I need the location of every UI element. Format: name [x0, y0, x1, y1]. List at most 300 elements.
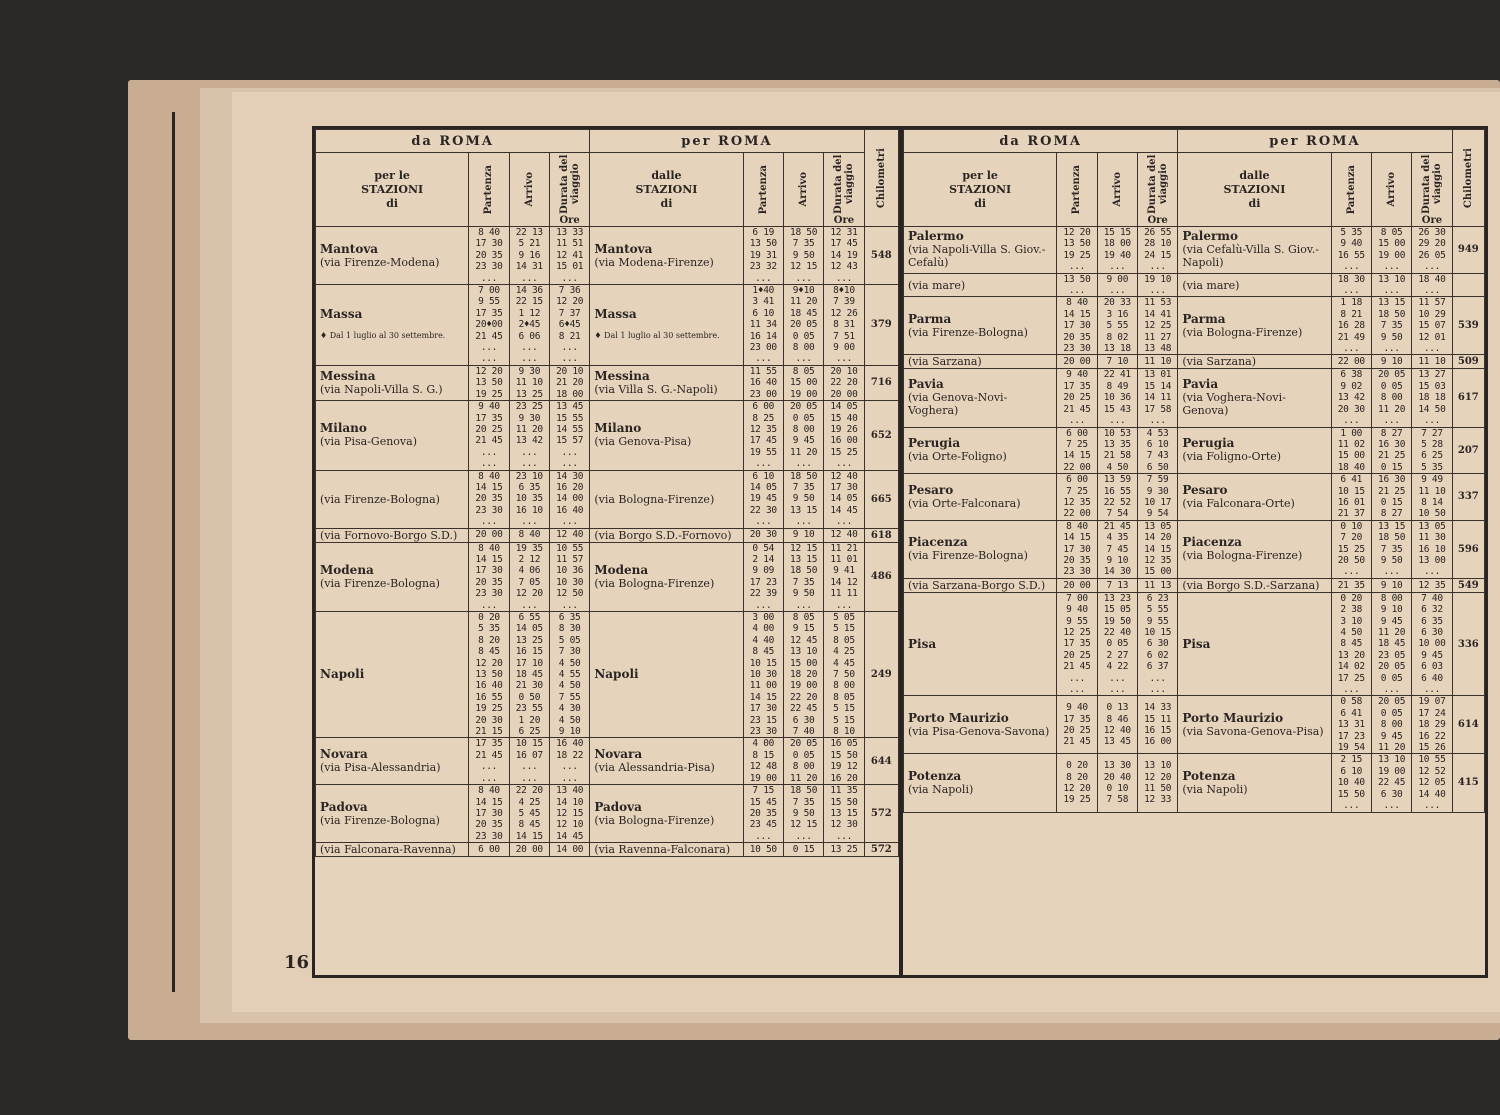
distance-km: 337 — [1452, 474, 1484, 521]
departure-times: 21 35 — [1331, 578, 1371, 592]
station-name: Messina — [320, 368, 376, 383]
station-name: Massa — [320, 306, 363, 321]
departure-times: 9 40 17 35 20 25 21 45 ... — [1057, 369, 1097, 427]
departure-header: Partenza — [1331, 153, 1371, 227]
destination-station — [316, 470, 469, 528]
departure-times: 7 00 9 55 17 35 20♦00 21 45 ... ... — [469, 285, 509, 366]
destination-station — [316, 528, 469, 542]
departure-times: 9 40 17 35 20 25 21 45 ... ... — [469, 401, 509, 470]
station-name: Modena — [320, 562, 374, 577]
timetable-row — [316, 401, 899, 470]
origin-station — [590, 470, 743, 528]
arrival-times: 13 10 19 00 22 45 6 30 ... — [1371, 754, 1411, 812]
route-via: (via Bologna-Firenze) — [1182, 325, 1303, 339]
departure-times: 13 50 ... — [1057, 273, 1097, 297]
destination-station — [904, 754, 1057, 812]
departure-times: 6 38 9 02 13 42 20 30 ... — [1331, 369, 1371, 427]
arrival-times: 8 05 15 00 19 00 — [783, 365, 823, 400]
duration-times: 6 35 8 30 5 05 7 30 4 50 4 55 4 50 7 55 4 30 4 50 9 10 — [549, 612, 589, 738]
station-name: Napoli — [320, 667, 365, 682]
origin-station — [590, 285, 743, 366]
duration-times: 19 07 17 24 18 29 16 22 15 26 — [1412, 696, 1452, 754]
route-via: (via Villa S. G.-Napoli) — [594, 382, 718, 396]
stations-from-header: dalle STAZIONI di — [1178, 153, 1331, 227]
route-via: (via Alessandria-Pisa) — [594, 761, 715, 775]
arrival-times: 18 50 7 35 9 50 13 15 ... — [783, 470, 823, 528]
route-via: (via Pisa-Genova-Savona) — [908, 724, 1050, 738]
route-via: (via Falconara-Ravenna) — [320, 843, 456, 857]
stations-from-header: dalle STAZIONI di — [590, 153, 743, 227]
route-via: (via Pisa-Alessandria) — [320, 761, 441, 775]
distance-km: 665 — [864, 470, 898, 528]
duration-times: 26 55 28 10 24 15 ... — [1137, 227, 1177, 274]
route-via: (via Napoli-Villa S. G.) — [320, 382, 443, 396]
duration-times: 13 33 11 51 12 41 15 01 ... — [549, 227, 589, 285]
arrival-times: 13 59 16 55 22 52 7 54 — [1097, 474, 1137, 521]
arrival-times: 13 10 ... — [1371, 273, 1411, 297]
destination-station — [904, 520, 1057, 578]
arrival-times: 18 50 7 35 9 50 12 15 ... — [783, 227, 823, 285]
page-number: 16 — [284, 952, 310, 973]
departure-times: 8 40 14 15 17 30 20 35 23 30 ... — [469, 542, 509, 611]
duration-times: 11 53 14 41 12 25 11 27 13 48 — [1137, 297, 1177, 355]
departure-times: 6 19 13 50 19 31 23 32 ... — [743, 227, 783, 285]
station-name: Padova — [594, 799, 642, 814]
arrival-header: Arrivo — [1371, 153, 1411, 227]
departure-header: Partenza — [1057, 153, 1097, 227]
duration-header: Durata del viaggio Ore — [549, 153, 589, 227]
distance-km: 207 — [1452, 427, 1484, 474]
route-via: (via Sarzana-Borgo S.D.) — [908, 578, 1046, 592]
duration-header: Durata del viaggio Ore — [824, 153, 864, 227]
station-name: Pavia — [908, 377, 944, 392]
departure-times: 0 10 7 20 15 25 20 50 ... — [1331, 520, 1371, 578]
origin-station — [1178, 355, 1331, 369]
origin-station — [1178, 297, 1331, 355]
arrival-times: 13 15 18 50 7 35 9 50 ... — [1371, 297, 1411, 355]
origin-station — [590, 365, 743, 400]
duration-times: 14 33 15 11 16 15 16 00 — [1137, 696, 1177, 754]
departure-times: 17 35 21 45 ... ... — [469, 738, 509, 785]
duration-times: 20 10 21 20 18 00 — [549, 365, 589, 400]
station-name: Palermo — [908, 229, 964, 244]
station-name: Porto Maurizio — [1182, 710, 1284, 725]
timetable-row — [316, 470, 899, 528]
route-via: (via Falconara-Orte) — [1182, 496, 1295, 510]
station-name: Perugia — [908, 436, 961, 451]
timetable-row — [904, 520, 1485, 578]
duration-times: 10 55 11 57 10 36 10 30 12 50 ... — [549, 542, 589, 611]
duration-times: 11 10 — [1137, 355, 1177, 369]
arrival-times: 21 45 4 35 7 45 9 10 14 30 — [1097, 520, 1137, 578]
route-via: (via Firenze-Modena) — [320, 255, 440, 269]
destination-station — [316, 227, 469, 285]
arrival-times: 15 15 18 00 19 40 ... — [1097, 227, 1137, 274]
previous-page-strip — [172, 112, 205, 992]
arrival-times: 8 27 16 30 21 25 0 15 — [1371, 427, 1411, 474]
departure-times: 8 40 17 30 20 35 23 30 ... — [469, 227, 509, 285]
route-via: (via Bologna-Firenze) — [594, 492, 715, 506]
route-via: (via Bologna-Firenze) — [1182, 549, 1303, 563]
duration-times: 5 05 5 15 8 05 4 25 4 45 7 50 8 00 8 05 5 15 5 15 8 10 — [824, 612, 864, 738]
departure-times: 6 00 7 25 14 15 22 00 — [1057, 427, 1097, 474]
departure-times: 12 20 13 50 19 25 ... — [1057, 227, 1097, 274]
destination-station — [316, 401, 469, 470]
timetable-row — [904, 427, 1485, 474]
route-via: (via Borgo S.D.-Fornovo) — [594, 528, 732, 542]
destination-station — [316, 785, 469, 843]
origin-station — [590, 401, 743, 470]
timetable-row — [316, 738, 899, 785]
origin-station — [1178, 592, 1331, 696]
distance-km: 652 — [864, 401, 898, 470]
route-via: (via Firenze-Bologna) — [320, 576, 440, 590]
origin-station — [590, 738, 743, 785]
departure-times: 20 00 — [469, 528, 509, 542]
route-via: (via Genova-Novi-Voghera) — [908, 391, 1008, 418]
timetable-row — [904, 369, 1485, 427]
arrival-times: 0 15 — [783, 843, 823, 857]
arrival-times: 9 00 ... — [1097, 273, 1137, 297]
station-name: Piacenza — [1182, 535, 1242, 550]
station-name: Parma — [1182, 311, 1226, 326]
destination-station — [904, 427, 1057, 474]
arrival-times: 16 30 21 25 0 15 8 27 — [1371, 474, 1411, 521]
duration-times: 10 55 12 52 12 05 14 40 ... — [1412, 754, 1452, 812]
origin-station — [1178, 754, 1331, 812]
arrival-times: 23 10 6 35 10 35 16 10 ... — [509, 470, 549, 528]
station-name: Padova — [320, 799, 368, 814]
timetable-row — [904, 474, 1485, 521]
destination-station — [316, 612, 469, 738]
duration-times: 14 00 — [549, 843, 589, 857]
station-name: Mantova — [594, 241, 653, 256]
arrival-times: 7 13 — [1097, 578, 1137, 592]
arrival-times: 18 50 7 35 9 50 12 15 ... — [783, 785, 823, 843]
station-name: Mantova — [320, 241, 379, 256]
duration-times: 19 10 ... — [1137, 273, 1177, 297]
departure-times: 1♦40 3 41 6 10 11 34 16 14 23 00 ... — [743, 285, 783, 366]
route-via: (via Orte-Falconara) — [908, 496, 1021, 510]
destination-station — [904, 578, 1057, 592]
duration-times: 13 10 12 20 11 50 12 33 — [1137, 754, 1177, 812]
arrival-times: 9 30 11 10 13 25 — [509, 365, 549, 400]
arrival-times: 20 05 0 05 8 00 11 20 ... — [1371, 369, 1411, 427]
timetable-left — [312, 126, 902, 978]
destination-station — [904, 592, 1057, 696]
origin-station — [590, 528, 743, 542]
timetable-row — [904, 273, 1485, 297]
route-via: (via Napoli-Villa S. Giov.-Cefalù) — [908, 243, 1046, 270]
duration-times: 13 25 — [824, 843, 864, 857]
departure-times: 20 00 — [1057, 578, 1097, 592]
station-name: Massa — [594, 306, 637, 321]
station-name: Porto Maurizio — [908, 710, 1009, 725]
route-via: (via Firenze-Bologna) — [320, 492, 440, 506]
duration-times: 11 13 — [1137, 578, 1177, 592]
route-via: (via Fornovo-Borgo S.D.) — [320, 528, 458, 542]
distance-km: 614 — [1452, 696, 1484, 754]
distance-km: 486 — [864, 542, 898, 611]
route-via: (via Borgo S.D.-Sarzana) — [1182, 578, 1320, 592]
route-via: (via Savona-Genova-Pisa) — [1182, 724, 1324, 738]
arrival-times: 20 05 0 05 8 00 11 20 — [783, 738, 823, 785]
destination-station — [904, 227, 1057, 274]
route-via: (via Firenze-Bologna) — [908, 325, 1028, 339]
arrival-times: 0 13 8 46 12 40 13 45 — [1097, 696, 1137, 754]
distance-km: 509 — [1452, 355, 1484, 369]
section-to-rome: per ROMA — [1178, 130, 1452, 153]
departure-times: 8 40 14 15 17 30 20 35 23 30 — [1057, 520, 1097, 578]
departure-times: 3 00 4 00 4 40 8 45 10 15 10 30 11 00 14 15 17 30 23 15 23 30 — [743, 612, 783, 738]
destination-station — [904, 474, 1057, 521]
station-name: Pesaro — [908, 482, 954, 497]
section-to-rome: per ROMA — [590, 130, 864, 153]
duration-times: 11 21 11 01 9 41 14 12 11 11 ... — [824, 542, 864, 611]
station-name: Messina — [594, 368, 650, 383]
duration-times: 7 27 5 28 6 25 5 35 — [1412, 427, 1452, 474]
section-from-rome: da ROMA — [316, 130, 590, 153]
duration-times: 12 31 17 45 14 19 12 43 ... — [824, 227, 864, 285]
route-via: (via Cefalù-Villa S. Giov.-Napoli) — [1182, 243, 1320, 270]
station-name: Novara — [320, 747, 368, 762]
duration-times: 13 01 15 14 14 11 17 58 ... — [1137, 369, 1177, 427]
stations-to-header: per le STAZIONI di — [904, 153, 1057, 227]
timetable-row — [904, 355, 1485, 369]
timetable-row — [316, 843, 899, 857]
departure-times: 6 00 7 25 12 35 22 00 — [1057, 474, 1097, 521]
distance-km: 617 — [1452, 369, 1484, 427]
departure-times: 6 10 14 05 19 45 22 30 ... — [743, 470, 783, 528]
departure-times: 20 30 — [743, 528, 783, 542]
duration-times: 12 40 17 30 14 05 14 45 ... — [824, 470, 864, 528]
destination-station — [904, 273, 1057, 297]
arrival-times: 13 23 15 05 19 50 22 40 0 05 2 27 4 22 ... ... — [1097, 592, 1137, 696]
origin-station — [590, 542, 743, 611]
departure-times: 8 40 14 15 20 35 23 30 ... — [469, 470, 509, 528]
station-name: Pisa — [1182, 636, 1211, 651]
station-name: Potenza — [1182, 768, 1236, 783]
duration-times: 12 40 — [824, 528, 864, 542]
departure-times: 22 00 — [1331, 355, 1371, 369]
timetable-row — [316, 542, 899, 611]
timetable-row — [904, 578, 1485, 592]
distance-km: 549 — [1452, 578, 1484, 592]
footnote: ♦ Dal 1 luglio al 30 settembre. — [320, 330, 446, 340]
arrival-times: 22 13 5 21 9 16 14 31 ... — [509, 227, 549, 285]
departure-times: 0 20 2 38 3 10 4 50 8 45 13 20 14 02 17 25 ... — [1331, 592, 1371, 696]
departure-times: 1 00 11 02 15 00 18 40 — [1331, 427, 1371, 474]
arrival-times: 20 05 0 05 8 00 9 45 11 20 ... — [783, 401, 823, 470]
origin-station — [1178, 227, 1331, 274]
departure-times: 10 50 — [743, 843, 783, 857]
duration-times: 11 35 15 50 13 15 12 30 ... — [824, 785, 864, 843]
departure-times: 12 20 13 50 19 25 — [469, 365, 509, 400]
departure-times: 18 30 ... — [1331, 273, 1371, 297]
route-via: (via Firenze-Bologna) — [908, 549, 1028, 563]
duration-times: 14 05 15 40 19 26 16 00 15 25 ... — [824, 401, 864, 470]
timetable-row — [904, 696, 1485, 754]
origin-station — [1178, 520, 1331, 578]
distance-km: 572 — [864, 843, 898, 857]
duration-times: 7 59 9 30 10 17 9 54 — [1137, 474, 1177, 521]
route-via: (via Orte-Foligno) — [908, 450, 1007, 464]
departure-times: 0 54 2 14 9 09 17 23 22 39 ... — [743, 542, 783, 611]
destination-station — [316, 542, 469, 611]
station-name: Modena — [594, 562, 649, 577]
duration-times: 12 40 — [549, 528, 589, 542]
station-name: Napoli — [594, 667, 639, 682]
route-via: (via Napoli) — [1182, 782, 1248, 796]
station-name: Pavia — [1182, 377, 1219, 392]
station-name: Pesaro — [1182, 482, 1228, 497]
route-via: (via Ravenna-Falconara) — [594, 843, 731, 857]
route-via: (via Pisa-Genova) — [320, 435, 417, 449]
arrival-times: 6 55 14 05 13 25 16 15 17 10 18 45 21 30 0 50 23 55 1 20 6 25 — [509, 612, 549, 738]
station-name: Parma — [908, 311, 952, 326]
duration-times: 26 30 29 20 26 05 ... — [1412, 227, 1452, 274]
distance-km: 249 — [864, 612, 898, 738]
destination-station — [904, 696, 1057, 754]
arrival-times: 8 40 — [509, 528, 549, 542]
departure-times: 4 00 8 15 12 48 19 00 — [743, 738, 783, 785]
duration-times: 13 05 11 30 16 10 13 00 ... — [1412, 520, 1452, 578]
duration-times: 16 40 18 22 ... ... — [549, 738, 589, 785]
arrival-times: 20 00 — [509, 843, 549, 857]
route-via: (via Bologna-Firenze) — [594, 813, 715, 827]
arrival-times: 9 10 — [783, 528, 823, 542]
destination-station — [904, 369, 1057, 427]
route-via: (via Foligno-Orte) — [1182, 450, 1282, 464]
timetable-row — [316, 785, 899, 843]
timetable-right-table — [903, 129, 1485, 813]
arrival-times: 12 15 13 15 18 50 7 35 9 50 ... — [783, 542, 823, 611]
stations-to-header: per le STAZIONI di — [316, 153, 469, 227]
distance-km: 644 — [864, 738, 898, 785]
destination-station — [316, 738, 469, 785]
departure-times: 7 15 15 45 20 35 23 45 ... — [743, 785, 783, 843]
distance-km: 618 — [864, 528, 898, 542]
station-name: Perugia — [1182, 436, 1235, 451]
arrival-times: 14 36 22 15 1 12 2♦45 6 06 ... ... — [509, 285, 549, 366]
departure-times: 6 41 10 15 16 01 21 37 — [1331, 474, 1371, 521]
destination-station — [316, 843, 469, 857]
km-header: Chilometri — [864, 130, 898, 227]
station-name: Pisa — [908, 636, 937, 651]
departure-times: 6 00 8 25 12 35 17 45 19 55 ... — [743, 401, 783, 470]
route-via: (via Genova-Pisa) — [594, 435, 692, 449]
timetable-row — [316, 365, 899, 400]
section-from-rome: da ROMA — [904, 130, 1178, 153]
route-via: (via Napoli) — [908, 782, 974, 796]
route-via: (via Sarzana) — [908, 355, 982, 369]
timetable-row — [904, 227, 1485, 274]
arrival-times: 22 20 4 25 5 45 8 45 14 15 — [509, 785, 549, 843]
departure-times: 8 40 14 15 17 30 20 35 23 30 — [1057, 297, 1097, 355]
arrival-times: 10 15 16 07 ... ... — [509, 738, 549, 785]
destination-station — [316, 365, 469, 400]
destination-station — [316, 285, 469, 366]
duration-times: 4 53 6 10 7 43 6 50 — [1137, 427, 1177, 474]
duration-times: 13 45 15 55 14 55 15 57 ... ... — [549, 401, 589, 470]
destination-station — [904, 297, 1057, 355]
arrival-times: 23 25 9 30 11 20 13 42 ... ... — [509, 401, 549, 470]
duration-times: 11 57 10 29 15 07 12 01 ... — [1412, 297, 1452, 355]
distance-km: 949 — [1452, 227, 1484, 274]
station-name: Piacenza — [908, 535, 968, 550]
distance-km: 379 — [864, 285, 898, 366]
duration-times: 12 35 — [1412, 578, 1452, 592]
distance-km: 596 — [1452, 520, 1484, 578]
distance-km: 572 — [864, 785, 898, 843]
duration-header: Durata del viaggio Ore — [1412, 153, 1452, 227]
departure-times: 7 00 9 40 9 55 12 25 17 35 20 25 21 45 ... ... — [1057, 592, 1097, 696]
duration-times: 8♦10 7 39 12 26 8 31 7 51 9 00 ... — [824, 285, 864, 366]
duration-times: 20 10 22 20 20 00 — [824, 365, 864, 400]
distance-km: 539 — [1452, 297, 1484, 355]
distance-km: 716 — [864, 365, 898, 400]
departure-times: 6 00 — [469, 843, 509, 857]
route-via: (via Sarzana) — [1182, 355, 1257, 369]
origin-station — [590, 843, 743, 857]
timetable-row — [316, 227, 899, 285]
origin-station — [1178, 369, 1331, 427]
origin-station — [1178, 427, 1331, 474]
arrival-times: 8 00 9 10 9 45 11 20 18 45 23 05 20 05 0 05 ... — [1371, 592, 1411, 696]
arrival-times: 7 10 — [1097, 355, 1137, 369]
arrival-header: Arrivo — [1097, 153, 1137, 227]
duration-header: Durata del viaggio Ore — [1137, 153, 1177, 227]
route-via: (via Voghera-Novi-Genova) — [1182, 391, 1286, 418]
duration-times: 11 10 — [1412, 355, 1452, 369]
arrival-header: Arrivo — [509, 153, 549, 227]
origin-station — [590, 785, 743, 843]
arrival-times: 9 10 — [1371, 578, 1411, 592]
departure-times: 1 18 8 21 16 28 21 49 ... — [1331, 297, 1371, 355]
duration-times: 16 05 15 50 19 12 16 20 — [824, 738, 864, 785]
station-name: Potenza — [908, 768, 962, 783]
arrival-times: 20 05 0 05 8 00 9 45 11 20 — [1371, 696, 1411, 754]
origin-station — [590, 612, 743, 738]
origin-station — [590, 227, 743, 285]
timetable-row — [316, 612, 899, 738]
departure-times: 9 40 17 35 20 25 21 45 — [1057, 696, 1097, 754]
timetable-row — [904, 754, 1485, 812]
distance-km — [1452, 273, 1484, 297]
departure-times: 0 58 6 41 13 31 17 23 19 54 — [1331, 696, 1371, 754]
departure-times: 11 55 16 40 23 00 — [743, 365, 783, 400]
origin-station — [1178, 696, 1331, 754]
duration-times: 9 49 11 10 8 14 10 50 — [1412, 474, 1452, 521]
duration-times: 7 36 12 20 7 37 6♦45 8 21 ... ... — [549, 285, 589, 366]
arrival-times: 8 05 15 00 19 00 ... — [1371, 227, 1411, 274]
distance-km: 336 — [1452, 592, 1484, 696]
duration-times: 13 05 14 20 14 15 12 35 15 00 — [1137, 520, 1177, 578]
duration-times: 18 40 ... — [1412, 273, 1452, 297]
distance-km: 548 — [864, 227, 898, 285]
departure-times: 5 35 9 40 16 55 ... — [1331, 227, 1371, 274]
km-header: Chilometri — [1452, 130, 1484, 227]
arrival-times: 8 05 9 15 12 45 13 10 15 00 18 20 19 00 22 20 22 45 6 30 7 40 — [783, 612, 823, 738]
origin-station — [1178, 273, 1331, 297]
arrival-times: 13 15 18 50 7 35 9 50 ... — [1371, 520, 1411, 578]
route-via: (via mare) — [1182, 278, 1240, 292]
footnote: ♦ Dal 1 luglio al 30 settembre. — [594, 330, 720, 340]
arrival-times: 13 30 20 40 0 10 7 58 — [1097, 754, 1137, 812]
duration-times: 13 40 14 10 12 15 12 10 14 45 — [549, 785, 589, 843]
timetable-row — [904, 297, 1485, 355]
destination-station — [904, 355, 1057, 369]
